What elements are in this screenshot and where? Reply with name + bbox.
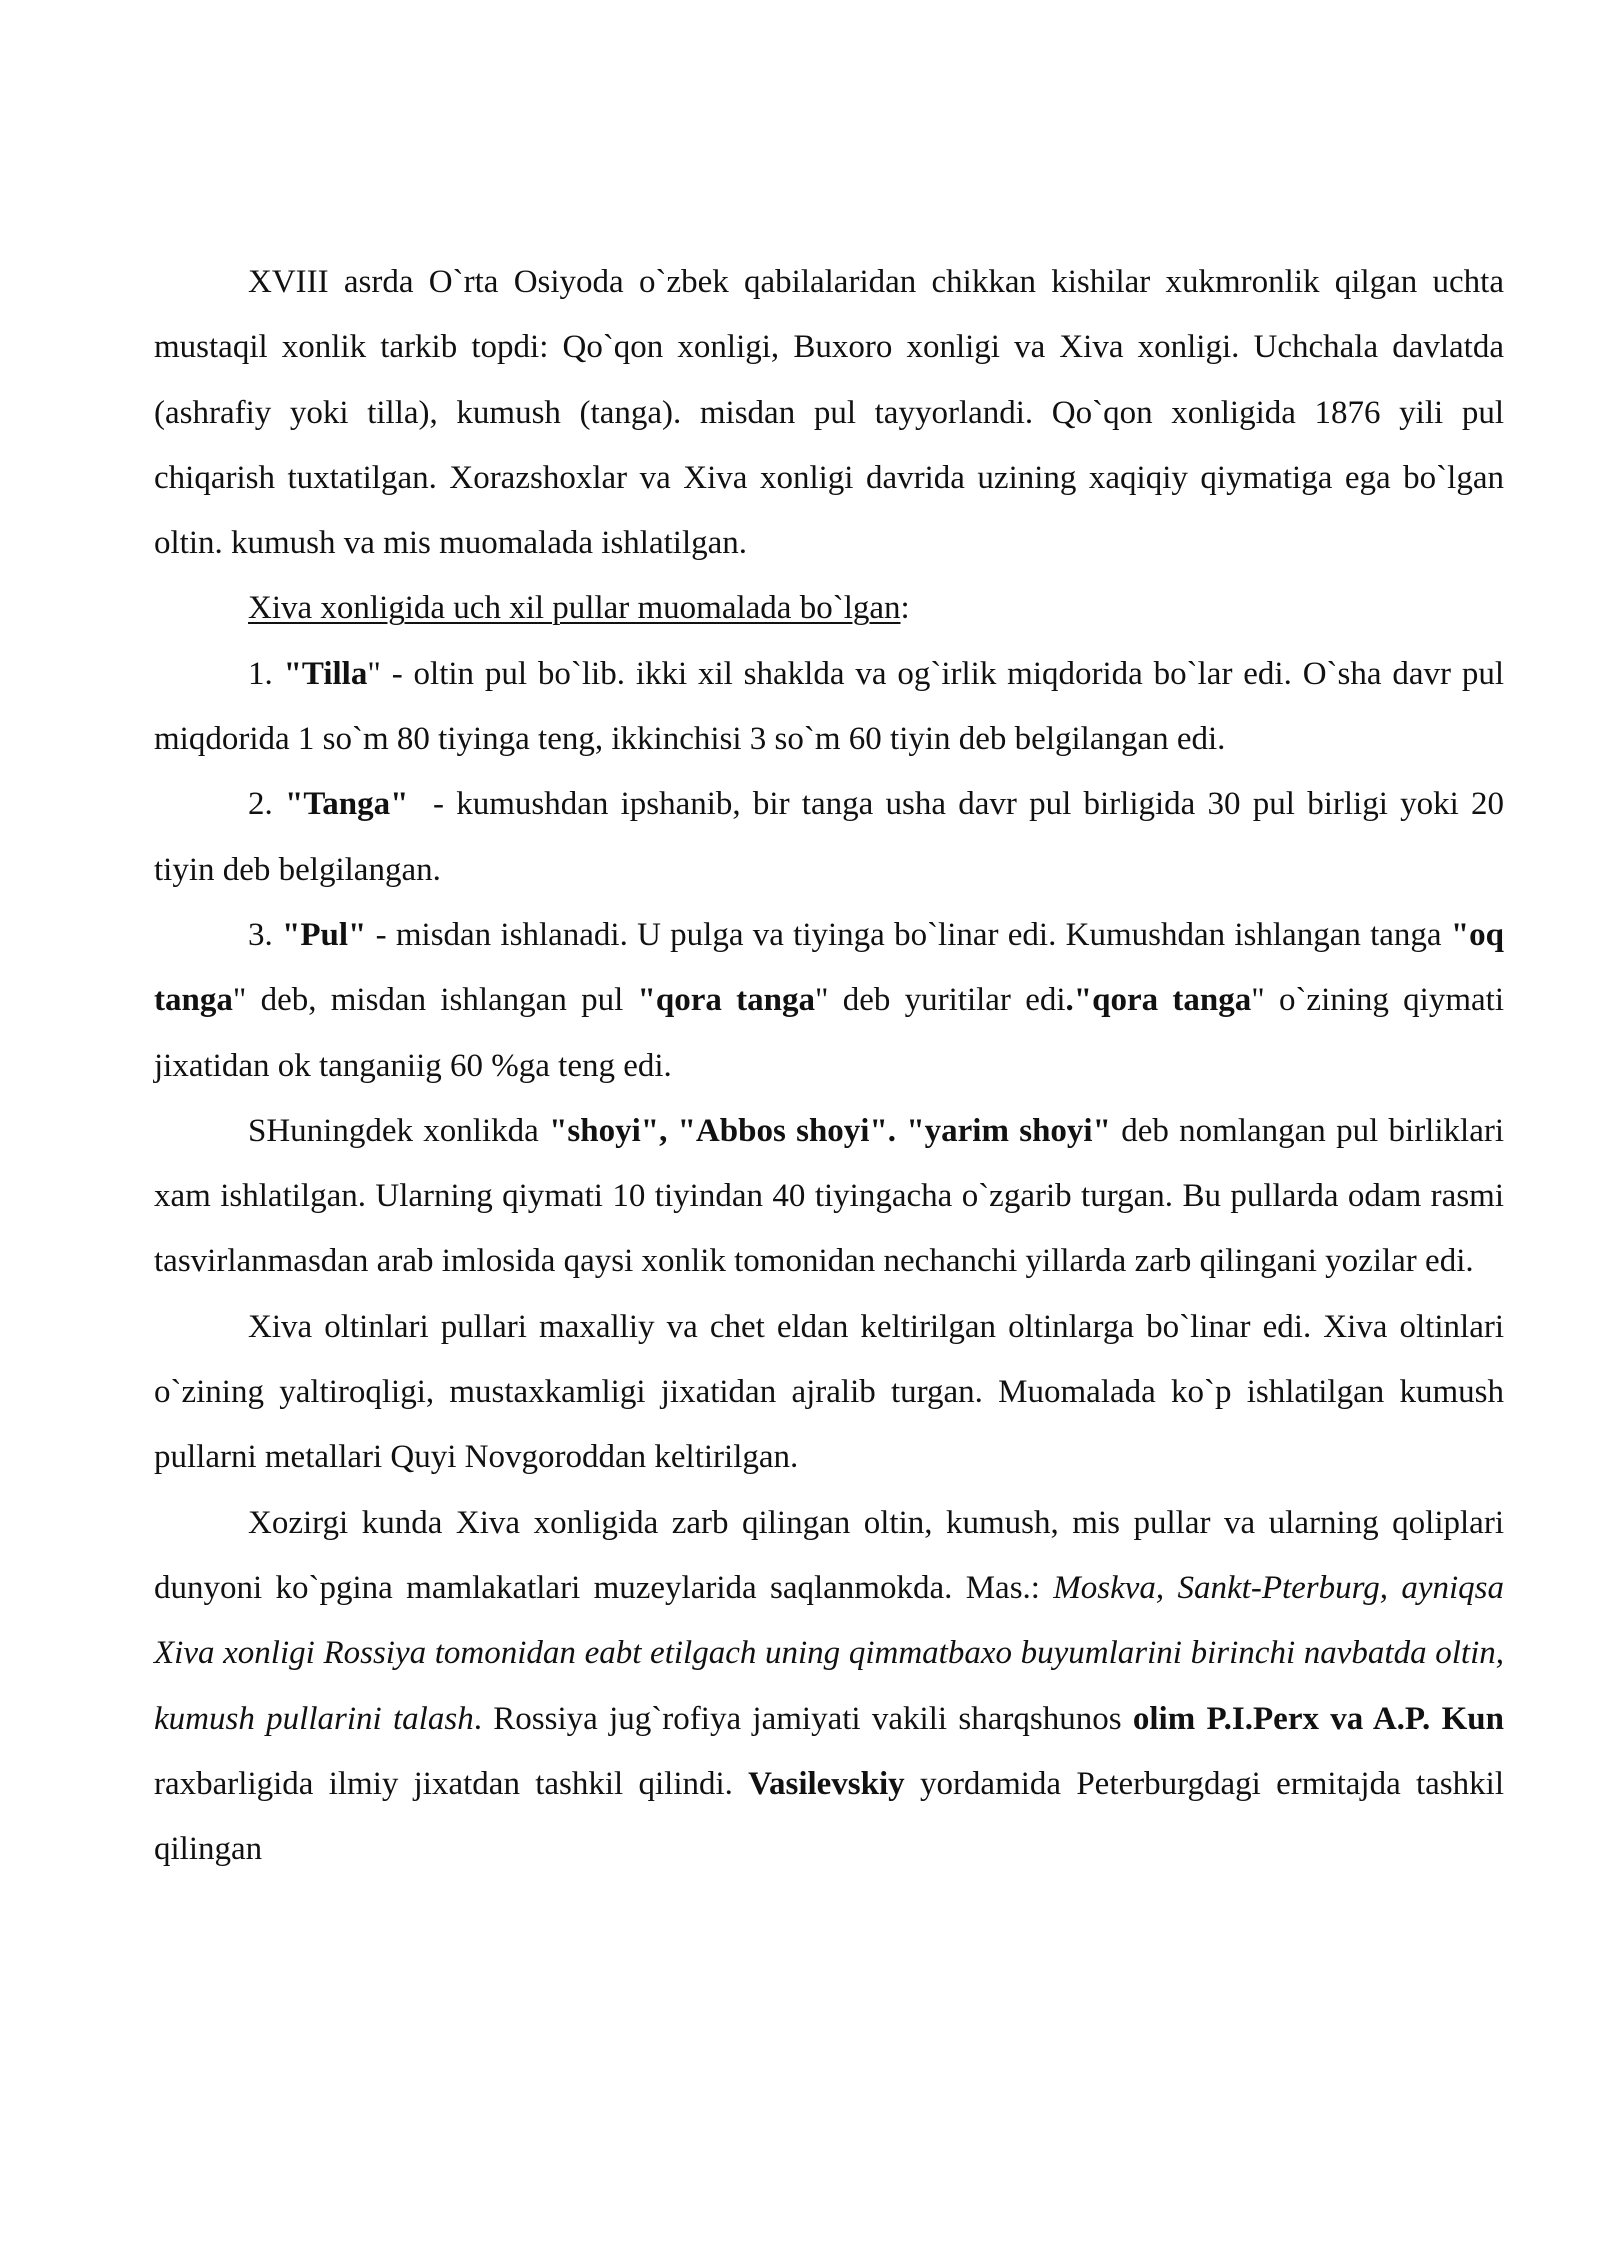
term-shoyi: "shoyi", "Abbos shoyi". "yarim shoyi": [549, 1112, 1111, 1149]
museum-paragraph: [154, 1491, 1504, 1883]
shoyi-text-b: deb nomlangan pul birliklari xam ishlatilgan. Ularning qiymati 10 tiyindan 40 tiyingacha o`zgarib turgan. Bu pullarda odam rasmi tasvirlanmasdan arab imlosida qaysi xonlik tomonidan nechanchi yillarda zarb qilingani yozilar edi.: [154, 1112, 1504, 1280]
list-heading-paragraph: [154, 576, 1504, 641]
list-item-text-c: " deb yuritilar edi: [814, 982, 1066, 1019]
term-qora-tanga: "qora tanga: [637, 982, 815, 1019]
list-item-pul: [154, 903, 1504, 1099]
term-oq-tanga: "oq tanga: [154, 916, 1505, 1019]
museum-text-b: . Rossiya jug`rofiya jamiyati vakili sharqshunos: [473, 1700, 1133, 1737]
term-tilla-close: ": [367, 655, 381, 692]
museum-text-c: raxbarligida ilmiy jixatdan tashkil qilindi.: [154, 1765, 749, 1802]
museum-text-d: yordamida Peterburgdagi ermitajda tashkil qilingan: [154, 1765, 1504, 1868]
oltin-paragraph: Xiva oltinlari pullari maxalliy va chet eldan keltirilgan oltinlarga bo`linar edi. Xiva oltinlari o`zining yaltiroqligi, mustaxkamligi jixatidan ajralib turgan. Muomalada ko`p ishlatilgan kumush pullarni metallari Quyi Novgoroddan keltirilgan.: [154, 1308, 1504, 1476]
museum-text-a: Xozirgi kunda Xiva xonligida zarb qilingan oltin, kumush, mis pullar va ularning qoliplari dunyoni ko`pgina mamlakatlari muzeylarida saqlanmokda. Mas.:: [154, 1504, 1504, 1606]
list-item-tanga: [154, 772, 1513, 903]
term-perx-kun: olim P.I.Perx va A.P. Kun: [1132, 1700, 1504, 1737]
list-item-text-d: " o`zining qiymati jixatidan ok tanganiig 60 %ga teng edi.: [154, 982, 1505, 1084]
list-heading: Xiva xonligida uch xil pullar muomalada bo`lgan: [248, 590, 901, 627]
list-item-text-b: " deb, misdan ishlangan pul: [232, 982, 638, 1019]
list-item-number: 3.: [248, 916, 283, 953]
term-tanga: "Tanga": [285, 786, 409, 823]
list-item-text: - oltin pul bo`lib. ikki xil shaklda va og`irlik miqdorida bo`lar edi. O`sha davr pul miqdorida 1 so`m 80 tiyinga teng, ikkinchisi 3 so`m 60 tiyin deb belgilangan edi.: [154, 655, 1505, 758]
list-item-number: 1.: [248, 655, 284, 692]
term-tilla: "Tilla: [283, 655, 368, 692]
intro-paragraph: XVIII asrda O`rta Osiyoda o`zbek qabilalaridan chikkan kishilar xukmronlik qilgan uchta mustaqil xonlik tarkib topdi: Qo`qon xonligi, Buxoro xonligi va Xiva xonligi. Uchchala davlatda (ashrafiy yoki tilla), kumush (tanga). misdan pul tayyorlandi. Qo`qon xonligida 1876 yili pul chiqarish tuxtatilgan. Xorazshoxlar va Xiva xonligi davrida uzining xaqiqiy qiymatiga ega bo`lgan oltin. kumush va mis muomalada ishlatilgan.: [154, 264, 1504, 562]
list-item-text: - kumushdan ipshanib, bir tanga usha davr pul birligida 30 pul birligi yoki 20 tiyin deb belgilangan.: [154, 786, 1513, 888]
list-item-tilla: [154, 642, 1504, 773]
term-pul: "Pul": [282, 916, 367, 953]
term-qora-tanga-2: ."qora tanga: [1065, 982, 1252, 1019]
list-item-text-a: - misdan ishlanadi. U pulga va tiyinga bo`linar edi. Kumushdan ishlangan tanga: [366, 916, 1451, 953]
museum-italic: Moskva, Sankt-Pterburg, ayniqsa Xiva xonligi Rossiya tomonidan eabt etilgach uning qimmatbaxo buyumlarini birinchi navbatda oltin, kumush pullarini talash: [154, 1569, 1504, 1737]
list-item-number: 2.: [248, 786, 285, 823]
term-vasilevskiy: Vasilevskiy: [748, 1765, 905, 1802]
document-body: [154, 250, 1513, 1882]
shoyi-paragraph: [154, 1099, 1504, 1295]
list-heading-colon: :: [900, 590, 910, 627]
shoyi-text-a: SHuningdek xonlikda: [248, 1112, 550, 1149]
